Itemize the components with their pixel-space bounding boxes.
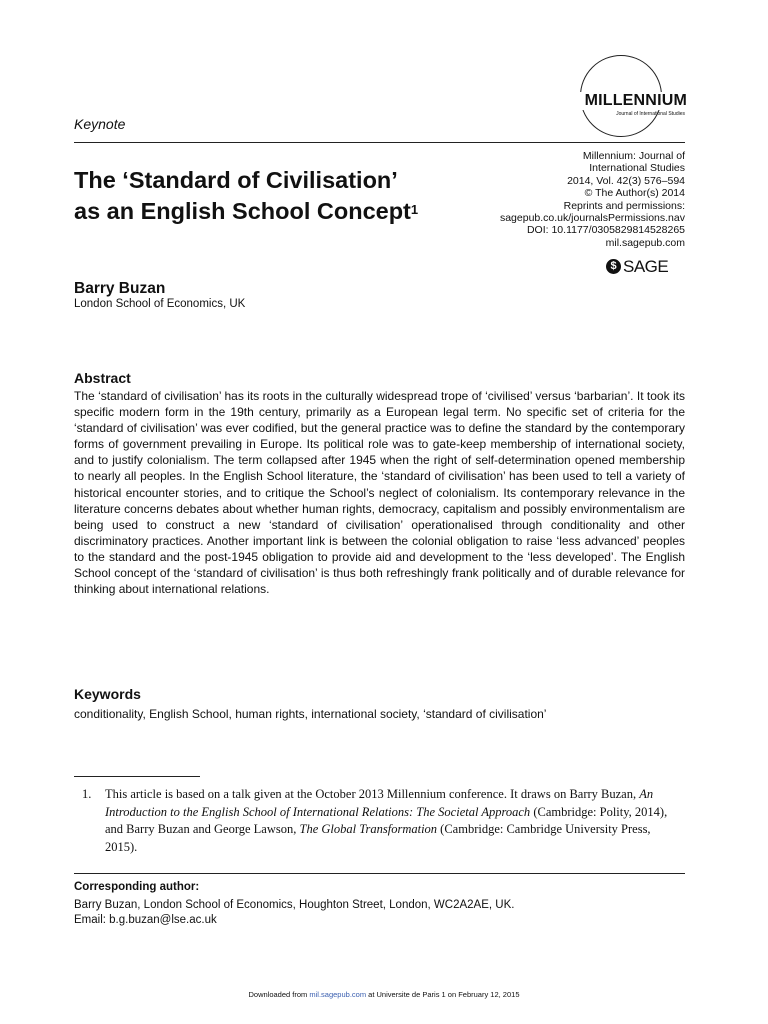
corresponding-address: Barry Buzan, London School of Economics, Houghton Street, London, WC2A2AE, UK. (74, 899, 515, 911)
meta-line: Reprints and permissions: (563, 199, 685, 212)
download-notice: Downloaded from mil.sagepub.com at Universite de Paris 1 on February 12, 2015 (248, 990, 520, 999)
meta-line: © The Author(s) 2014 (584, 187, 685, 200)
meta-line: Millennium: Journal of (582, 150, 685, 162)
author-name: Barry Buzan (74, 280, 166, 297)
meta-line: International Studies (589, 162, 685, 175)
header-divider (74, 142, 685, 143)
sage-logo-text: SAGE (623, 257, 669, 276)
corresponding-heading: Corresponding author: (74, 881, 200, 893)
millennium-logo: MILLENNIUM (549, 92, 687, 110)
keywords-text: conditionality, English School, human rights, international society, ‘standard of civilisation’ (74, 707, 547, 721)
footnote (82, 786, 685, 856)
millennium-logo-subtitle: Journal of International Studies (616, 111, 685, 117)
footnote-book-title-2: The Global Transformation (299, 822, 438, 836)
title-line-1: The ‘Standard of Civilisation’ (74, 167, 398, 193)
article-title (74, 165, 504, 227)
footnote-text: This article is based on a talk given at the October 2013 Millennium conference. It draws on Barry Buzan, An Introduction to the English School of International Relations: The Societal Approach (Cambridge: Polity, 2014), and Barry Buzan and George Lawson, The Global Transformation (Cambridge: Cambridge University Press, 2015). (105, 787, 668, 854)
doi-link[interactable]: DOI: 10.1177/0305829814528265 (526, 224, 685, 237)
meta-line: 2014, Vol. 42(3) 576–594 (567, 174, 685, 187)
sage-logo-mark: $ (606, 259, 621, 274)
title-footnote-mark[interactable]: 1 (410, 202, 419, 217)
abstract-heading: Abstract (74, 370, 131, 386)
abstract-text: The ‘standard of civilisation’ has its roots in the culturally widespread trope of ‘civilised’ versus ‘barbarian’. It took its specific modern form in the 19th century, primarily as a European legal term. No specific set of criteria for the ‘standard of civilisation’ was ever codified, but the general practice was to define the standard by the contemporary forms of government prevailing in Europe. Its political role was to gate-keep membership of international society, and to justify colonialism. The term collapsed after 1945 when the right of self-determination opened membership to nearly all peoples. In the English School literature, the ‘standard of civilisation’ has been used to tell a variety of historical encounter stories, and to critique the School’s neglect of colonialism. Its contemporary relevance in the literature concerns debates about whether human rights, democracy, capitalism and possibly environmentalism are being used to construct a new ‘standard of civilisation’ operationalised through conditionality and other discriminatory practices. Another important link is between the colonial obligation to raise ‘less advanced’ peoples to the standard and the post-1945 obligation to provide aid and development to the ‘less developed’. The English School concept of the ‘standard of civilisation’ is thus both refreshingly frank politically and of durable relevance for thinking about international relations. (74, 389, 685, 597)
permissions-link[interactable]: sagepub.co.uk/journalsPermissions.nav (499, 212, 685, 225)
section-label: Keynote (74, 116, 126, 132)
corresponding-email[interactable]: Email: b.g.buzan@lse.ac.uk (74, 914, 217, 926)
footnote-number: 1. (82, 787, 92, 801)
corresponding-divider (74, 873, 685, 874)
title-line-2: as an English School Concept$^1$ (74, 198, 419, 224)
keywords-heading: Keywords (74, 686, 141, 702)
footnote-divider (74, 776, 200, 777)
sage-logo (606, 258, 685, 278)
author-affiliation: London School of Economics, UK (74, 298, 246, 310)
journal-site-link[interactable]: mil.sagepub.com (605, 236, 685, 249)
download-source-link[interactable]: mil.sagepub.com (309, 990, 367, 999)
footnote-book-title-1: An Introduction to the English School of International Relations: The Societal Approach (105, 787, 654, 819)
journal-meta (460, 150, 685, 249)
